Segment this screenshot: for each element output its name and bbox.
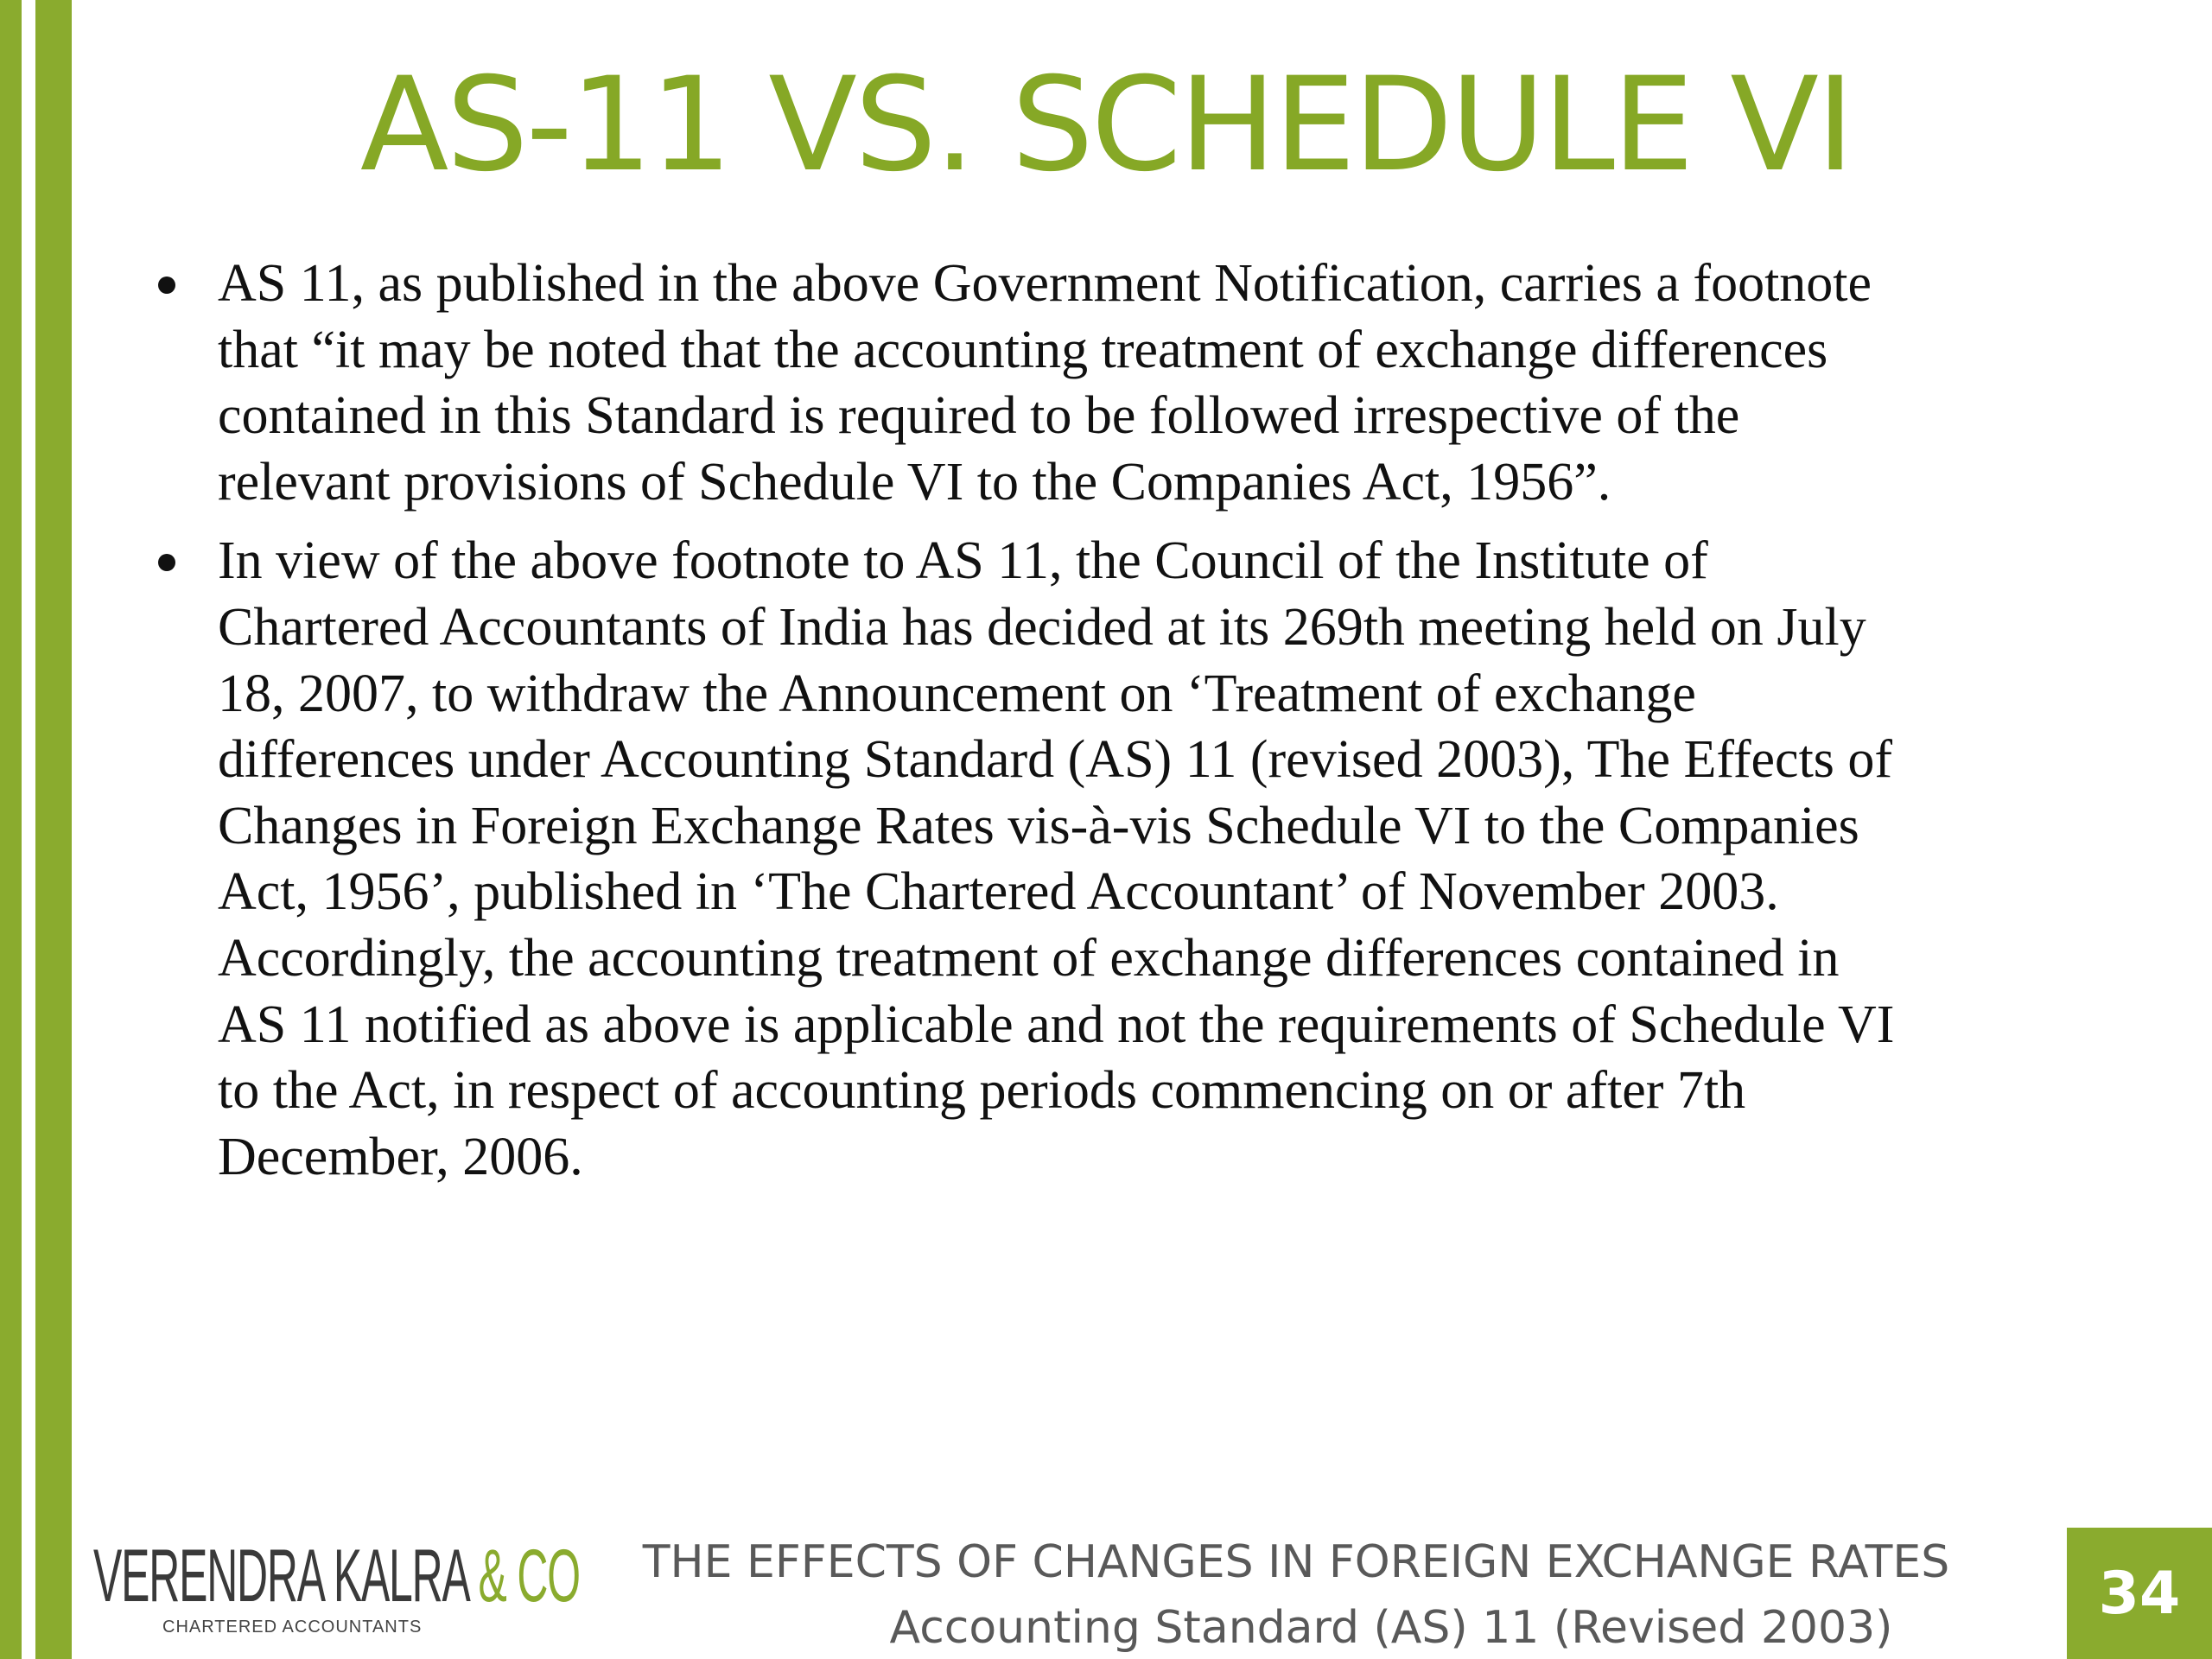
footer-caption [605, 1529, 1987, 1659]
bullet-dot-icon [158, 276, 175, 294]
bullet-1-line: contained in this Standard is required to be followed irrespective of the [218, 386, 1740, 446]
bullet-dot-icon [158, 554, 175, 571]
bullet-2-line: December, 2006. [218, 1127, 583, 1186]
bullet-item-1 [143, 251, 2130, 515]
slide-title: AS-11 VS. SCHEDULE VI [359, 50, 1853, 200]
bullet-2-line: In view of the above footnote to AS 11, the Council of the Institute of [218, 531, 1708, 591]
logo-amp-text: & CO [478, 1535, 580, 1618]
bullet-2-line: 18, 2007, to withdraw the Announcement on ‘Treatment of exchange [218, 664, 1696, 723]
bullet-2-line: to the Act, in respect of accounting periods commencing on or after 7th [218, 1061, 1746, 1121]
footer-line-1: THE EFFECTS OF CHANGES IN FOREIGN EXCHANGE RATES [642, 1536, 1950, 1588]
logo-name-text: VERENDRA KALRA [93, 1535, 479, 1618]
bullet-list [143, 251, 2130, 1203]
bullet-2-line: AS 11 notified as above is applicable and not the requirements of Schedule VI [218, 995, 1895, 1054]
left-stripe-outer [0, 0, 22, 1659]
logo-subtitle: CHARTERED ACCOUNTANTS [162, 1618, 423, 1637]
bullet-2-line: differences under Accounting Standard (AS) 11 (revised 2003), The Effects of [218, 730, 1893, 790]
bullet-2-line: Act, 1956’, published in ‘The Chartered Accountant’ of November 2003. [218, 862, 1779, 922]
page-number: 34 [2067, 1528, 2212, 1659]
left-stripe-inner [35, 0, 72, 1659]
bullet-1-line: that “it may be noted that the accounting treatment of exchange differences [218, 320, 1828, 379]
bullet-item-2 [143, 528, 2130, 1190]
footer-line-2: Accounting Standard (AS) 11 (Revised 2003) [889, 1602, 1893, 1654]
bullet-1-line: AS 11, as published in the above Government Notification, carries a footnote [218, 254, 1872, 313]
bullet-2-line: Accordingly, the accounting treatment of exchange differences contained in [218, 928, 1840, 988]
company-logo [93, 1535, 580, 1638]
bullet-2-line: Chartered Accountants of India has decided at its 269th meeting held on July [218, 597, 1866, 657]
bullet-2-line: Changes in Foreign Exchange Rates vis-à-vis Schedule VI to the Companies [218, 796, 1859, 855]
logo-wordmark [93, 1535, 580, 1618]
bullet-1-line: relevant provisions of Schedule VI to the Companies Act, 1956”. [218, 452, 1611, 512]
